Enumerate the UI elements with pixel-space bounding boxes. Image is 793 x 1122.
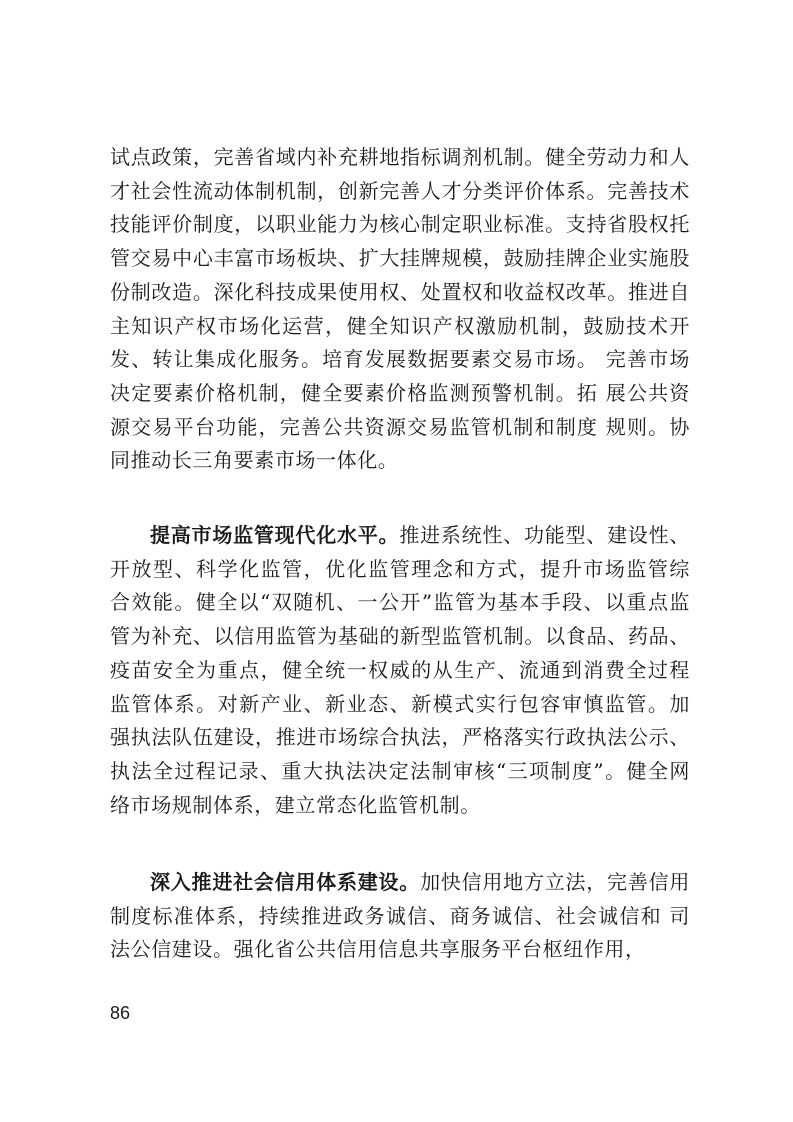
paragraph-3 [110, 866, 690, 967]
paragraph-1-text: 试点政策，完善省域内补充耕地指标调剂机制。健全劳动力和人才社会性流动体制机制，创新完善人才分类评价体系。完善技术技能评价制度，以职业能力为核心制定职业标准。支持省股权托管交易中心丰富市场板块、扩大挂牌规模，鼓励挂牌企业实施股份制改造。深化科技成果使用权、处置权和收益权改革。推进自主知识产权市场化运营，健全知识产权激励机制，鼓励技术开发、转让集成化服务。培育发展数据要素交易市场。 完善市场决定要素价格机制，健全要素价格监测预警机制。拓 展公共资源交易平台功能，完善公共资源交易监管机制和制度 规则。协同推动长三角要素市场一体化。 [110, 145, 690, 473]
paragraph-1 [110, 141, 690, 501]
paragraph-2-text: 推进系统性、功能型、建设性、 开放型、科学化监管，优化监管理念和方式，提升市场监管综 合效能。健全以“双随机、一公开”监管为基本手段、以重点监 管为补充、以信用监管为基础的新型监管机制。以食品、药品、 疫苗安全为重点，健全统一权威的从生产、流通到消费全过程 监管体系。对新产业、新业态、新模式实行包容审慎监管。加 强执法队伍建设，推进市场综合执法，严格落实行政执法公示、 执法全过程记录、重大执法决定法制审核“三项制度”。健全网 络市场规制体系，建立常态化监管机制。 [110, 523, 690, 817]
paragraph-2 [110, 519, 690, 822]
page-number: 86 [110, 1003, 131, 1023]
paragraph-3-heading: 深入推进社会信用体系建设。 [150, 870, 421, 894]
paragraph-2-heading: 提高市场监管现代化水平。 [150, 523, 400, 547]
paragraph-3-text: 加快信用地方立法，完善信用制度标准体系，持续推进政务诚信、商务诚信、社会诚信和 司法公信建设。强化省公共信用信息共享服务平台枢纽作用， [110, 870, 690, 962]
